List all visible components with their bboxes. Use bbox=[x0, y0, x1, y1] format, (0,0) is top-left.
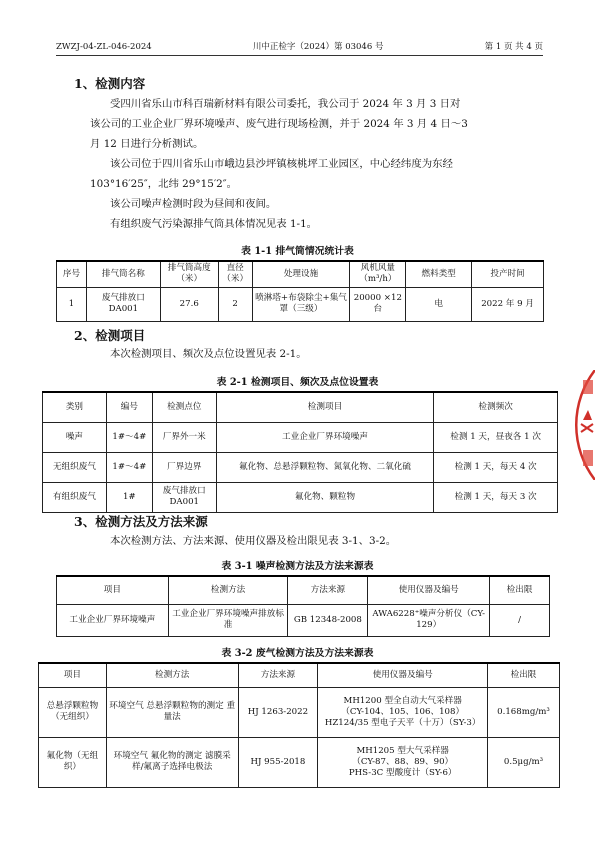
table-cell: 喷淋塔+布袋除尘+集气罩（三级） bbox=[252, 287, 350, 321]
table-header-cell: 直径（米） bbox=[218, 261, 252, 287]
table-cell: 检测 1 天，昼夜各 1 次 bbox=[434, 422, 558, 452]
table-cell: 0.168mg/m³ bbox=[488, 687, 560, 737]
table-cell bbox=[318, 687, 488, 737]
table-cell: HJ 955-2018 bbox=[238, 737, 318, 787]
table-header-cell: 燃料类型 bbox=[406, 261, 472, 287]
table-cell: 1#～4# bbox=[106, 422, 152, 452]
table-cell: 2022 年 9 月 bbox=[472, 287, 544, 321]
section-2-title: 2、检测项目 bbox=[74, 328, 146, 343]
instrument-line: （CY-87、88、89、90） bbox=[352, 756, 454, 767]
table-cell: 工业企业厂界环境噪声排放标准 bbox=[168, 604, 288, 636]
section-3-title: 3、检测方法及方法来源 bbox=[74, 514, 208, 529]
table-header-cell: 项目 bbox=[39, 663, 107, 687]
page-number: 第 1 页 共 4 页 bbox=[484, 42, 543, 52]
instrument-line: PHS-3C 型酸度计（SY-6） bbox=[348, 767, 457, 778]
table-row bbox=[43, 452, 558, 482]
instrument-line: （CY-104、105、106、108） bbox=[341, 706, 465, 717]
table-cell: 1 bbox=[57, 287, 87, 321]
instrument-line: HZ124/35 型电子天平（十万）（SY-3） bbox=[324, 717, 481, 728]
table-header-cell: 方法来源 bbox=[238, 663, 318, 687]
table-3-1 bbox=[56, 575, 550, 637]
s1-para1-line2: 该公司的工业企业厂界环境噪声、废气进行现场检测，并于 2024 年 3 月 4 日～3 bbox=[90, 118, 468, 130]
table-cell: 有组织废气 bbox=[43, 482, 107, 512]
table-cell: 工业企业厂界环境噪声 bbox=[57, 604, 169, 636]
table-cell: HJ 1263-2022 bbox=[238, 687, 318, 737]
table-header-cell: 检出限 bbox=[488, 663, 560, 687]
table-cell: 无组织废气 bbox=[43, 452, 107, 482]
table-cell: 检测 1 天，每天 4 次 bbox=[434, 452, 558, 482]
table-cell: 2 bbox=[218, 287, 252, 321]
table-header-cell: 排气筒名称 bbox=[86, 261, 160, 287]
table-cell: 环境空气 氟化物的测定 滤膜采样/氟离子选择电极法 bbox=[106, 737, 238, 787]
s1-para3: 该公司噪声检测时段为昼间和夜间。 bbox=[110, 198, 277, 210]
s1-para2-line2: 103°16′25″，北纬 29°15′2″。 bbox=[90, 178, 238, 190]
table-cell: 总悬浮颗粒物（无组织） bbox=[39, 687, 107, 737]
table-cell: 废气排放口 DA001 bbox=[152, 482, 216, 512]
table-cell: 20000 ×12 台 bbox=[350, 287, 406, 321]
table-cell: 检测 1 天，每天 3 次 bbox=[434, 482, 558, 512]
table-cell: GB 12348-2008 bbox=[288, 604, 368, 636]
instrument-line: MH1205 型大气采样器 bbox=[356, 745, 449, 756]
table-header-cell: 处理设施 bbox=[252, 261, 350, 287]
table-header-cell: 检测方法 bbox=[106, 663, 238, 687]
table-3-1-caption: 表 3-1 噪声检测方法及方法来源表 bbox=[221, 561, 374, 572]
s2-para: 本次检测项目、频次及点位设置见表 2-1。 bbox=[110, 348, 307, 360]
table-row bbox=[43, 422, 558, 452]
table-row bbox=[43, 482, 558, 512]
table-header-cell: 排气筒高度（米） bbox=[160, 261, 218, 287]
table-row bbox=[57, 287, 544, 321]
table-cell: 27.6 bbox=[160, 287, 218, 321]
table-cell: 工业企业厂界环境噪声 bbox=[216, 422, 434, 452]
table-cell: 厂界外一米 bbox=[152, 422, 216, 452]
table-cell: 厂界边界 bbox=[152, 452, 216, 482]
table-3-2 bbox=[38, 662, 560, 788]
table-header-cell: 类别 bbox=[43, 392, 107, 422]
table-header-cell: 序号 bbox=[57, 261, 87, 287]
table-row bbox=[39, 737, 560, 787]
table-2-1-caption: 表 2-1 检测项目、频次及点位设置表 bbox=[216, 377, 379, 388]
table-cell: 氟化物、颗粒物 bbox=[216, 482, 434, 512]
table-cell: 0.5μg/m³ bbox=[488, 737, 560, 787]
table-header-cell: 方法来源 bbox=[288, 576, 368, 604]
table-3-2-caption: 表 3-2 废气检测方法及方法来源表 bbox=[221, 648, 374, 659]
s1-para2-line1: 该公司位于四川省乐山市峨边县沙坪镇核桃坪工业园区，中心经纬度为东经 bbox=[110, 158, 453, 170]
s3-para: 本次检测方法、方法来源、使用仪器及检出限见表 3-1、3-2。 bbox=[110, 535, 397, 547]
seal-stamp-icon bbox=[571, 370, 595, 480]
table-header-cell: 检测方法 bbox=[168, 576, 288, 604]
table-cell: 环境空气 总悬浮颗粒物的测定 重量法 bbox=[106, 687, 238, 737]
table-cell: / bbox=[490, 604, 550, 636]
table-cell: 氟化物、总悬浮颗粒物、氮氧化物、二氧化硫 bbox=[216, 452, 434, 482]
table-cell: 废气排放口 DA001 bbox=[86, 287, 160, 321]
table-row bbox=[39, 687, 560, 737]
table-header-cell: 使用仪器及编号 bbox=[318, 663, 488, 687]
table-1-1 bbox=[56, 260, 544, 322]
table-1-1-caption: 表 1-1 排气筒情况统计表 bbox=[241, 246, 354, 257]
table-cell: 1# bbox=[106, 482, 152, 512]
table-header-cell: 检测点位 bbox=[152, 392, 216, 422]
table-header-cell: 投产时间 bbox=[472, 261, 544, 287]
table-cell: AWA6228⁺噪声分析仪（CY-129） bbox=[368, 604, 490, 636]
report-code: ZWZJ-04-ZL-046-2024 bbox=[56, 42, 152, 52]
table-cell: 电 bbox=[406, 287, 472, 321]
s1-para1-line3: 月 12 日进行分析测试。 bbox=[90, 138, 204, 150]
report-number: 川中正检字（2024）第 03046 号 bbox=[252, 42, 384, 52]
table-cell: 1#～4# bbox=[106, 452, 152, 482]
table-header-cell: 使用仪器及编号 bbox=[368, 576, 490, 604]
table-header-cell: 检出限 bbox=[490, 576, 550, 604]
table-header-cell: 风机风量（m³/h） bbox=[350, 261, 406, 287]
table-row bbox=[57, 604, 550, 636]
section-1-title: 1、检测内容 bbox=[74, 76, 146, 91]
table-cell bbox=[318, 737, 488, 787]
instrument-line: MH1200 型全自动大气采样器 bbox=[343, 695, 462, 706]
s1-para1-line1: 受四川省乐山市科百瑞新材料有限公司委托，我公司于 2024 年 3 月 3 日对 bbox=[110, 98, 461, 110]
table-header-cell: 检测频次 bbox=[434, 392, 558, 422]
table-header-cell: 项目 bbox=[57, 576, 169, 604]
s1-para4: 有组织废气污染源排气筒具体情况见表 1-1。 bbox=[110, 218, 318, 230]
table-cell: 噪声 bbox=[43, 422, 107, 452]
table-header-cell: 检测项目 bbox=[216, 392, 434, 422]
page-header bbox=[56, 34, 543, 56]
table-header-cell: 编号 bbox=[106, 392, 152, 422]
table-cell: 氟化物（无组织） bbox=[39, 737, 107, 787]
table-2-1 bbox=[42, 391, 558, 513]
